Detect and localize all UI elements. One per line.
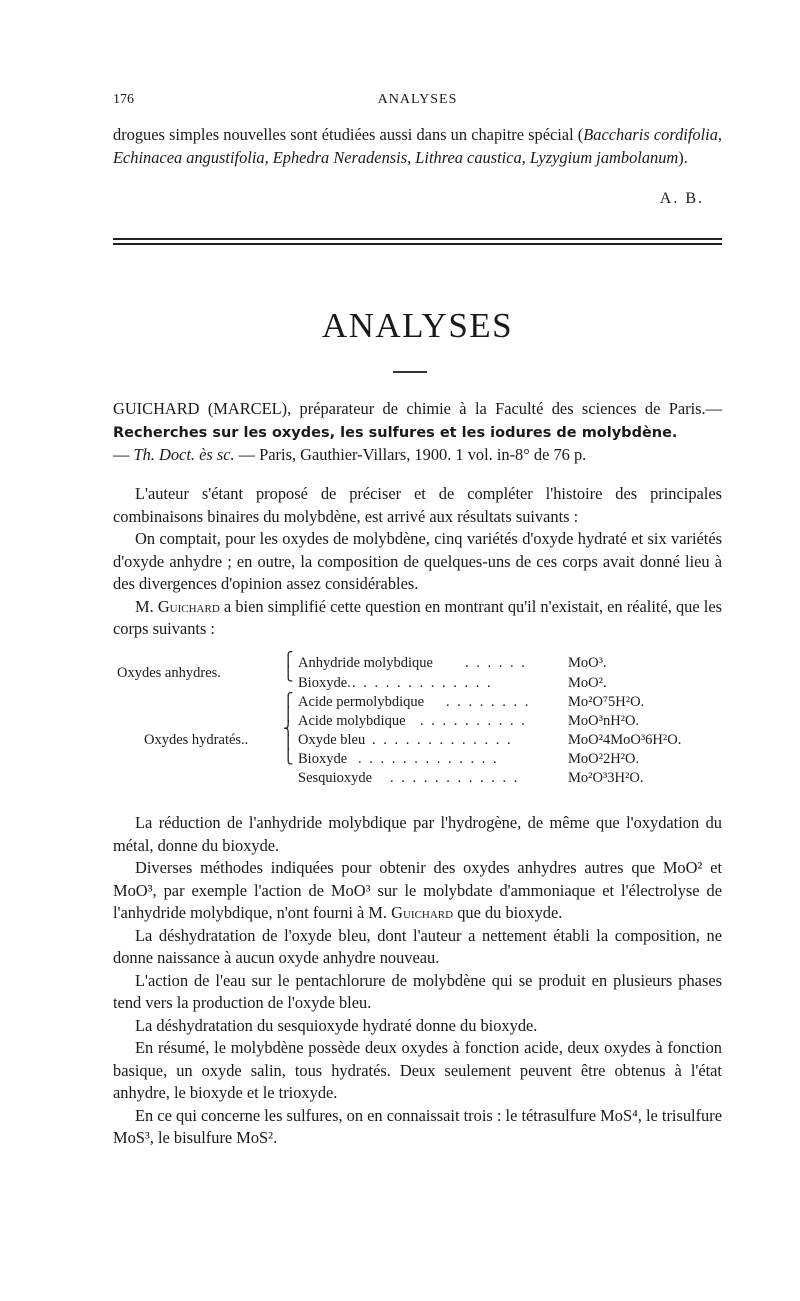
leader-dots: . . . . . . . . xyxy=(446,694,531,710)
formula: Mo²O³3H²O. xyxy=(568,770,644,786)
entry-thesis: Th. Doct. ès sc. xyxy=(133,445,235,464)
compound-name: Oxyde bleu xyxy=(298,732,366,748)
running-head-title: ANALYSES xyxy=(377,92,458,107)
compound-name: Bioxyde xyxy=(298,751,348,767)
discussion-block xyxy=(113,812,722,1150)
compound-name: Acide molybdique xyxy=(298,713,406,729)
paragraph xyxy=(113,596,722,641)
entry-dash: — xyxy=(113,445,134,464)
entry-imprint: — Paris, Gauthier-Villars, 1900. 1 vol. in-8° de 76 p. xyxy=(234,445,587,464)
intro-species: Baccharis cordifolia, Echinacea angustifolia, Ephedra Neradensis, Lithrea caustica, Lyzygium jambolanum xyxy=(113,125,722,167)
divider-rule xyxy=(113,238,722,240)
formula: MoO³. xyxy=(568,655,607,671)
paragraph: On comptait, pour les oxydes de molybdène, cinq variétés d'oxyde hydraté et six variétés d'oxyde anhydre ; en outre, la composition de quelques-uns de ces corps avait donné lieu à des divergences d'opinion assez considérables. xyxy=(113,529,722,593)
paragraph: La déshydratation du sesquioxyde hydraté donne du bioxyde. xyxy=(135,1015,538,1035)
leader-dots: . . . . . . . . . . . . . xyxy=(372,732,513,748)
compound-name: Acide permolybdique xyxy=(298,694,425,710)
formula: MoO³nH²O. xyxy=(568,713,640,729)
entry-title: Recherches sur les oxydes, les sulfures et les iodures de molybdène. xyxy=(113,424,678,441)
group-label: Oxydes anhydres. xyxy=(117,665,221,681)
formula: MoO²4MoO³6H²O. xyxy=(568,732,682,748)
paragraph: La réduction de l'anhydride molybdique par l'hydrogène, de même que l'oxydation du métal, donne du bioxyde. xyxy=(113,813,722,855)
paragraph xyxy=(113,857,722,925)
intro-text: drogues simples nouvelles sont étudiées aussi dans un chapitre spécial ( xyxy=(113,125,584,144)
brace-icon: ⎧ ⎩ xyxy=(283,653,294,682)
paragraph: La déshydratation de l'oxyde bleu, dont l'auteur a nettement établi la composition, ne donne naissance à aucun oxyde anhydre nouveau. xyxy=(113,925,722,967)
entry-author-rest: , préparateur de chimie à la Faculté des sciences de Paris.— xyxy=(287,399,722,418)
author-name: Guichard xyxy=(157,596,220,616)
leader-dots: . . . . . . . . . . . . xyxy=(390,770,520,786)
compound-name: Sesquioxyde xyxy=(298,770,373,786)
leader-dots: . . . . . . . . . . xyxy=(420,713,527,729)
bibliographic-entry xyxy=(113,398,722,467)
compound-name: Anhydride molybdique xyxy=(298,655,433,671)
leader-dots: . . . . . . . . . . . . . xyxy=(358,751,499,767)
para3-rest: a bien simplifié cette question en montrant qu'il n'existait, en réalité, que les corps suivants : xyxy=(113,596,722,638)
paragraph-rest: que du bioxyde. xyxy=(453,903,563,922)
running-head xyxy=(113,92,722,110)
leader-dots: . . . . . . xyxy=(465,655,527,671)
paragraph: En résumé, le molybdène possède deux oxydes à fonction acide, deux oxydes à fonction basique, un oxyde salin, tous hydratés. Deux seulement peuvent être obtenus à l'état anhydre, le bioxyde et le trioxyde. xyxy=(113,1038,722,1102)
compound-name: Bioxyde. xyxy=(298,675,351,691)
paragraph: En ce qui concerne les sulfures, on en connaissait trois : le tétrasulfure MoS⁴, le trisulfure MoS³, le bisulfure MoS². xyxy=(113,1105,722,1147)
intro-paragraph xyxy=(113,124,722,169)
leader-dots: . . . . . . . . . . . . . xyxy=(352,675,493,691)
formula: MoO². xyxy=(568,675,607,691)
para3-lead: M. xyxy=(135,596,158,616)
entry-author: GUICHARD (MARCEL) xyxy=(113,399,288,418)
section-title: ANALYSES xyxy=(321,306,514,345)
paragraph: L'auteur s'étant proposé de préciser et de compléter l'histoire des principales combinaisons binaires du molybdène, est arrivé aux résultats suivants : xyxy=(113,484,722,526)
signature: A. B. xyxy=(659,190,704,207)
title-rule xyxy=(393,371,427,373)
divider-rule xyxy=(113,243,722,245)
page-number: 176 xyxy=(113,92,134,107)
brace-icon: ⎧ ⎪ ⎨ ⎪ ⎩ xyxy=(283,694,294,765)
intro-close: ). xyxy=(678,147,688,167)
results-block xyxy=(113,483,722,641)
paragraph: L'action de l'eau sur le pentachlorure de molybdène qui se produit en plusieurs phases tend vers la production de l'oxyde bleu. xyxy=(113,970,722,1012)
paragraph-text: Diverses méthodes indiquées pour obtenir des oxydes anhydres autres que MoO² et MoO³, par exemple l'action de MoO³ sur le molybdate d'ammoniaque et l'électrolyse de l'anhydride molybdique, n'ont fourni à M. xyxy=(113,858,722,922)
author-name: Guichard xyxy=(391,903,454,922)
formula: MoO²2H²O. xyxy=(568,751,640,767)
formula: Mo²O⁷5H²O. xyxy=(568,694,645,710)
group-label: Oxydes hydratés.. xyxy=(144,732,249,748)
